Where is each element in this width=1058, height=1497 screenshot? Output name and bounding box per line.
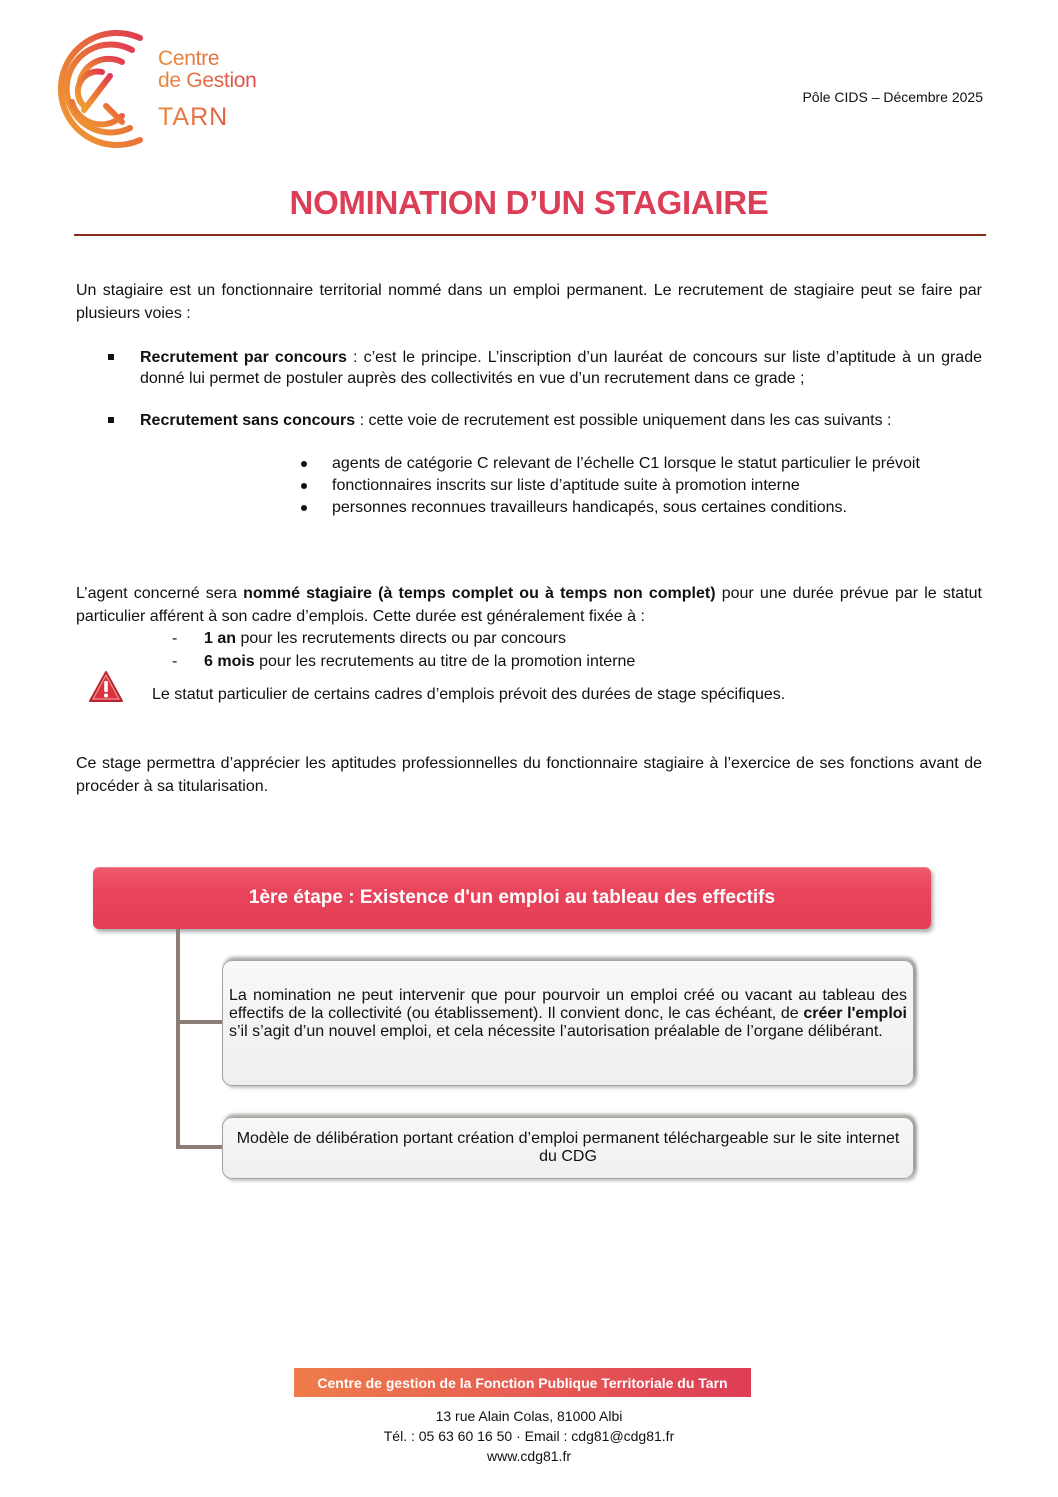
footer-band: Centre de gestion de la Fonction Publique Territoriale du Tarn [294, 1368, 751, 1397]
logo-c-icon [44, 28, 156, 150]
logo-line-2: de Gestion [158, 69, 257, 92]
dash-bullet: - [172, 653, 178, 670]
step-1-title: 1ère étape : Existence d'un emploi au tableau des effectifs [248, 887, 776, 908]
step-1-info-card: La nomination ne peut intervenir que pour pourvoir un emploi créé ou vacant au tableau des effectifs de la collectivité (ou établissement). Il convient donc, le cas échéant, de créer l'emploi s’il s’agit d’un nouvel emploi, et cela nécessite l’autorisation préalable de l’organe délibérant. [222, 960, 914, 1086]
logo-line-3: TARN [158, 105, 257, 130]
square-bullet-icon [108, 354, 114, 360]
logo-line-1: Centre [158, 48, 257, 69]
list-item: personnes reconnues travailleurs handicapés, sous certaines conditions. [298, 497, 982, 518]
dash-bullet: - [172, 630, 178, 647]
list-item-text: : cette voie de recrutement est possible uniquement dans les cas suivants : [355, 412, 892, 429]
list-item-text: : c’est le principe. L’inscription d’un lauréat de concours sur liste d’aptitude à un grade donné lui permet de postuler auprès des collectivités en vue d’un recrutement dans ce grade ; [140, 349, 982, 387]
step-1-template-card: Modèle de délibération portant création d’emploi permanent téléchargeable sur le site internet du CDG [222, 1117, 914, 1179]
logo [44, 28, 289, 150]
warning-text: Le statut particulier de certains cadres d’emplois prévoit des durées de stage spécifiques. [152, 686, 786, 703]
conclusion-paragraph: Ce stage permettra d’apprécier les aptitudes professionnelles du fonctionnaire stagiaire à l’exercice de ses fonctions avant de procéder à sa titularisation. [76, 755, 982, 795]
footer-phone-email: Tél. : 05 63 60 16 50 · Email : cdg81@cdg81.fr [383, 1428, 675, 1444]
intro-paragraph: Un stagiaire est un fonctionnaire territorial nommé dans un emploi permanent. Le recrutement de stagiaire peut se faire par plusieurs voies : [76, 282, 982, 322]
square-bullet-icon [108, 417, 114, 423]
list-item-bold: Recrutement sans concours [140, 412, 356, 429]
footer-address: 13 rue Alain Colas, 81000 Albi [435, 1408, 623, 1424]
round-bullet-icon [301, 505, 307, 511]
list-item: - 1 an pour les recrutements directs ou par concours [170, 627, 635, 650]
list-item: fonctionnaires inscrits sur liste d’aptitude suite à promotion interne [298, 475, 982, 496]
connector-branch-1 [176, 1020, 224, 1024]
round-bullet-icon [301, 483, 307, 489]
footer-website-link[interactable]: www.cdg81.fr [486, 1448, 572, 1464]
duration-paragraph: L’agent concerné sera nommé stagiaire (à temps complet ou à temps non complet) pour une durée prévue par le statut particulier afférent à son cadre d’emplois. Cette durée est généralement fixée à : [76, 585, 982, 625]
header-meta: Pôle CIDS – Décembre 2025 [802, 89, 983, 105]
cases-list [298, 453, 982, 519]
connector-vertical [176, 929, 180, 1149]
logo-text [158, 48, 257, 130]
list-item-sans-concours [108, 410, 982, 431]
page-title: NOMINATION D’UN STAGIAIRE [289, 184, 769, 221]
duration-list [170, 627, 635, 673]
connector-branch-2 [176, 1145, 224, 1149]
step-1-header [93, 867, 931, 929]
round-bullet-icon [301, 461, 307, 467]
title-divider [74, 234, 986, 236]
footer-contact [0, 1406, 1058, 1466]
list-item: agents de catégorie C relevant de l’échelle C1 lorsque le statut particulier le prévoit [298, 453, 982, 474]
list-item-concours [108, 347, 982, 389]
warning-triangle-icon [88, 670, 124, 704]
list-item-bold: Recrutement par concours [140, 349, 347, 366]
list-item: - 6 mois pour les recrutements au titre de la promotion interne [170, 650, 635, 673]
